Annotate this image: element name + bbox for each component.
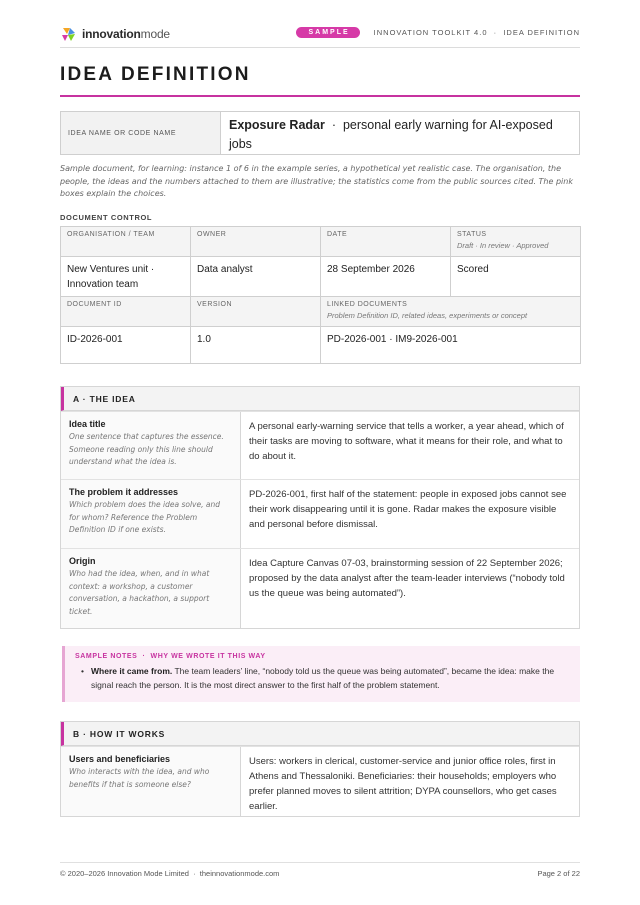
- field-row: [61, 411, 579, 479]
- header-linked-documents: LINKED DOCUMENTS Problem Definition ID, related ideas, experiments or concept: [321, 297, 581, 327]
- field-value: Users: workers in clerical, customer-service and junior office roles, first in Athens and Thessaloniki. Beneficiaries: their households; employers who prefer planned moves to silent attrition; DYPA counsellors, who get cases earlier.: [249, 756, 557, 812]
- sample-notes-label: SAMPLE NOTES · WHY WE WROTE IT THIS WAY: [75, 653, 266, 660]
- sample-intro-text: Sample document, for learning: instance 1 of 6 in the example series, a hypothetical yet realistic case. The organisation, the people, the ideas and the numbers attached to them are illustrative; the statistics come from the public sources cited. The pink boxes explain the choices.: [60, 164, 573, 198]
- title-divider: [60, 95, 580, 97]
- section-how-it-works: [60, 721, 580, 817]
- field-title: The problem it addresses: [69, 487, 179, 497]
- document-control-table: [60, 226, 581, 364]
- header-date: DATE: [321, 227, 451, 257]
- value-org-team: New Ventures unit · Innovation team: [61, 257, 191, 297]
- header-document-id: DOCUMENT ID: [61, 297, 191, 327]
- field-row: [61, 746, 579, 816]
- field-row: [61, 479, 579, 548]
- value-linked-documents: PD-2026-001 · IM9-2026-001: [321, 327, 581, 364]
- idea-name-value: Exposure Radar · personal early warning for AI-exposed jobs: [229, 118, 553, 151]
- sample-note-item: • Where it came from. The team leaders’ line, “nobody told us the queue was being automated”, became the idea: make the signal reach the person. It is the most direct answer to the first half of the problem statement.: [75, 664, 570, 692]
- field-hint: Which problem does the idea solve, and for whom? Reference the Problem Definition ID if one exists.: [69, 500, 220, 534]
- section-heading: A · THE IDEA: [61, 387, 579, 411]
- footer-copyright: © 2020–2026 Innovation Mode Limited · theinnovationmode.com: [60, 869, 280, 878]
- field-title: Users and beneficiaries: [69, 754, 171, 764]
- field-value: PD-2026-001, first half of the statement: people in exposed jobs cannot see their work disappearing until it is gone. Radar makes the exposure visible and personal before dismissal.: [249, 489, 567, 530]
- page-title: IDEA DEFINITION: [60, 64, 251, 85]
- innovation-mode-logo-icon: [60, 25, 78, 43]
- header-org-team: ORGANISATION / TEAM: [61, 227, 191, 257]
- header-status: STATUS Draft · In review · Approved: [451, 227, 581, 257]
- idea-name-description: personal early warning for AI-exposed jobs: [229, 118, 553, 151]
- value-status: Scored: [451, 257, 581, 297]
- sample-badge: SAMPLE: [296, 27, 359, 38]
- value-version: 1.0: [191, 327, 321, 364]
- value-date: 28 September 2026: [321, 257, 451, 297]
- page-footer: [60, 862, 580, 878]
- field-hint: One sentence that captures the essence. Someone reading only this line should understand what the idea is.: [69, 432, 224, 466]
- field-value: Idea Capture Canvas 07-03, brainstorming session of 22 September 2026; proposed by the data analyst after the team-leader interviews (“nobody told us the queue was being automated”).: [249, 558, 565, 599]
- field-title: Origin: [69, 556, 96, 566]
- idea-name: Exposure Radar: [229, 118, 325, 132]
- value-owner: Data analyst: [191, 257, 321, 297]
- field-hint: Who had the idea, when, and in what context: a workshop, a customer conversation, a hackathon, a support ticket.: [69, 569, 210, 616]
- brand-logo: [60, 25, 170, 43]
- idea-name-label: IDEA NAME OR CODE NAME: [61, 112, 221, 154]
- field-hint: Who interacts with the idea, and who benefits if that is someone else?: [69, 767, 210, 789]
- sample-notes-box: [62, 646, 580, 702]
- section-the-idea: [60, 386, 580, 629]
- page-header: [60, 22, 580, 48]
- section-heading: B · HOW IT WORKS: [61, 722, 579, 746]
- field-title: Idea title: [69, 419, 106, 429]
- header-owner: OWNER: [191, 227, 321, 257]
- field-value: A personal early-warning service that tells a worker, a year ahead, which of their tasks are moving to software, what it means for their role, and what to do about it.: [249, 421, 564, 462]
- logo-wordmark: innovationmode: [82, 27, 170, 41]
- page-number: Page 2 of 22: [537, 869, 580, 878]
- field-row: [61, 548, 579, 628]
- bullet-icon: •: [81, 666, 84, 676]
- header-version: VERSION: [191, 297, 321, 327]
- toolkit-breadcrumb: INNOVATION TOOLKIT 4.0 · IDEA DEFINITION: [373, 28, 580, 37]
- value-document-id: ID-2026-001: [61, 327, 191, 364]
- idea-name-box: [60, 111, 580, 155]
- document-control-label: DOCUMENT CONTROL: [60, 213, 153, 222]
